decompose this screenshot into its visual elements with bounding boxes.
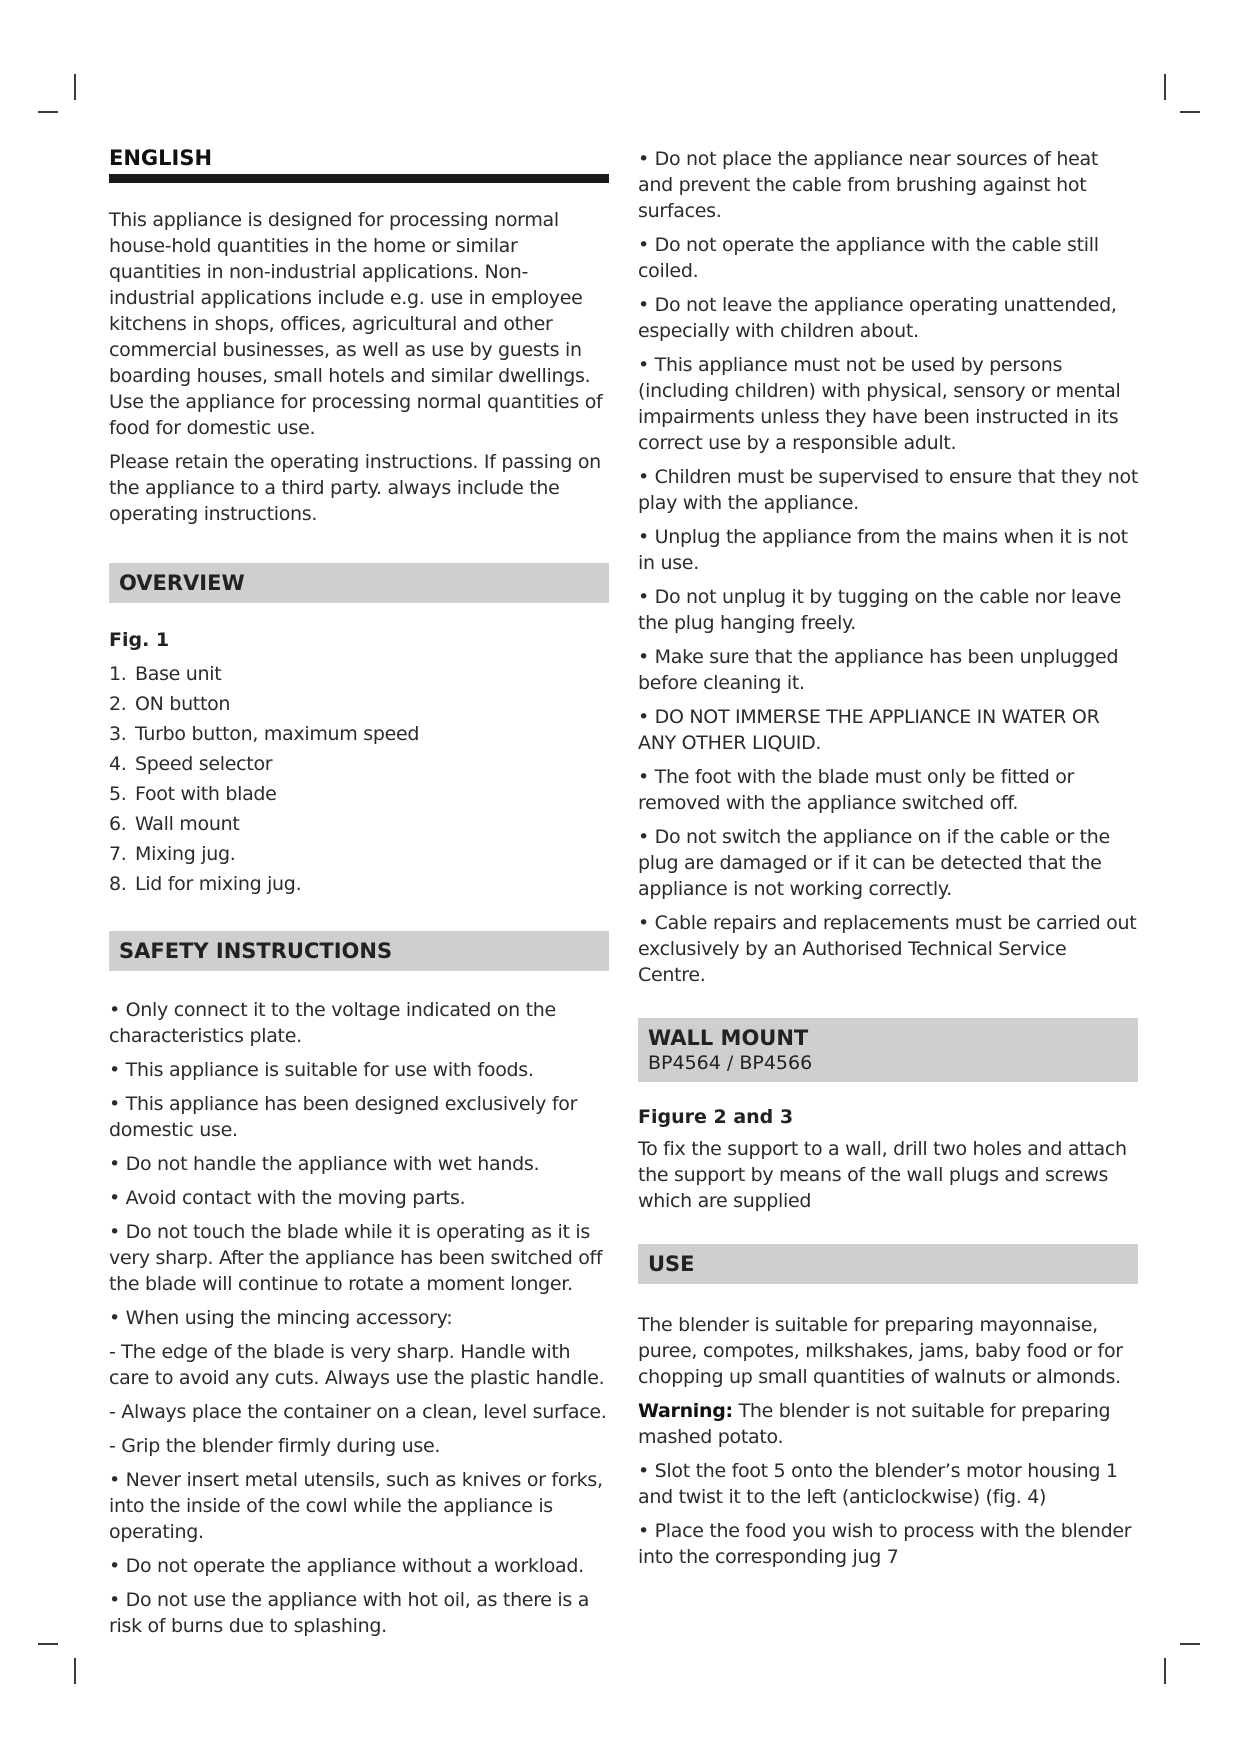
safety-item: • This appliance has been designed exclusively for domestic use.	[109, 1093, 578, 1141]
safety-item: • Only connect it to the voltage indicated on the characteristics plate.	[109, 999, 556, 1047]
part-item: 7. Mixing jug.	[109, 843, 236, 865]
part-item: 4. Speed selector	[109, 753, 273, 775]
safety-item: • Do not leave the appliance operating unattended, especially with children about.	[638, 294, 1117, 342]
right-column	[638, 146, 1138, 1570]
crop-mark-bottom-right-h	[1180, 1643, 1200, 1645]
intro-paragraph-1: This appliance is designed for processing normal house-hold quantities in the home or similar quantities in non-industrial applications. Non-industrial applications include e.g. use in employee kitchens in shops, offices, agricultural and other commercial businesses, as well as use by guests in boarding houses, small hotels and similar dwellings. Use the appliance for processing normal quantities of food for domestic use.	[109, 209, 603, 439]
safety-item: - The edge of the blade is very sharp. Handle with care to avoid any cuts. Always use the plastic handle.	[109, 1341, 605, 1389]
safety-item: • Avoid contact with the moving parts.	[109, 1187, 466, 1209]
part-item: 1. Base unit	[109, 663, 222, 685]
safety-item: • This appliance must not be used by persons (including children) with physical, sensory or mental impairments unless they have been instructed in its correct use by a responsible adult.	[638, 354, 1121, 454]
wall-mount-models: BP4564 / BP4566	[648, 1052, 813, 1074]
safety-item: • When using the mincing accessory:	[109, 1307, 453, 1329]
intro-paragraph-2: Please retain the operating instructions. If passing on the appliance to a third party. always include the operating instructions.	[109, 451, 601, 525]
safety-item: • Do not handle the appliance with wet hands.	[109, 1153, 540, 1175]
part-item: 6. Wall mount	[109, 813, 240, 835]
wall-mount-title: WALL MOUNT	[648, 1026, 809, 1050]
crop-mark-bottom-right-v	[1164, 1658, 1166, 1684]
figure-2-3-label: Figure 2 and 3	[638, 1106, 794, 1128]
safety-item: • Make sure that the appliance has been unplugged before cleaning it.	[638, 646, 1119, 694]
safety-item: • Do not switch the appliance on if the cable or the plug are damaged or if it can be detected that the appliance is not working correctly.	[638, 826, 1110, 900]
wall-mount-text: To fix the support to a wall, drill two holes and attach the support by means of the wall plugs and screws which are supplied	[638, 1138, 1127, 1212]
safety-item: • Unplug the appliance from the mains when it is not in use.	[638, 526, 1128, 574]
safety-item: • DO NOT IMMERSE THE APPLIANCE IN WATER OR ANY OTHER LIQUID.	[638, 706, 1100, 754]
part-item: 5. Foot with blade	[109, 783, 277, 805]
safety-item: • The foot with the blade must only be fitted or removed with the appliance switched off.	[638, 766, 1075, 814]
safety-item: • Do not operate the appliance without a workload.	[109, 1555, 584, 1577]
safety-item: • Do not unplug it by tugging on the cable nor leave the plug hanging freely.	[638, 586, 1121, 634]
use-step: • Place the food you wish to process with the blender into the corresponding jug 7	[638, 1520, 1132, 1568]
crop-mark-top-right-v	[1164, 74, 1166, 100]
use-step: • Slot the foot 5 onto the blender’s motor housing 1 and twist it to the left (anticlockwise) (fig. 4)	[638, 1460, 1118, 1508]
left-column	[109, 146, 609, 1639]
safety-item: - Always place the container on a clean, level surface.	[109, 1401, 607, 1423]
safety-item: • Do not operate the appliance with the cable still coiled.	[638, 234, 1099, 282]
crop-mark-top-left-v	[74, 74, 76, 100]
safety-item: • Children must be supervised to ensure that they not play with the appliance.	[638, 466, 1138, 514]
part-item: 3. Turbo button, maximum speed	[109, 723, 420, 745]
warning-text: The blender is not suitable for preparing mashed potato.	[638, 1400, 1111, 1448]
safety-item: • Do not use the appliance with hot oil, as there is a risk of burns due to splashing.	[109, 1589, 590, 1637]
warning-label: Warning:	[638, 1400, 733, 1422]
safety-item: • Do not touch the blade while it is operating as it is very sharp. After the appliance has been switched off the blade will continue to rotate a moment longer.	[109, 1221, 603, 1295]
use-heading: USE	[638, 1244, 1138, 1284]
safety-item: • Never insert metal utensils, such as knives or forks, into the inside of the cowl while the appliance is operating.	[109, 1469, 603, 1543]
fig-1-label: Fig. 1	[109, 629, 170, 651]
crop-mark-top-left-h	[38, 111, 58, 113]
use-intro: The blender is suitable for preparing mayonnaise, puree, compotes, milkshakes, jams, baby food or for chopping up small quantities of walnuts or almonds.	[638, 1314, 1123, 1388]
use-warning	[638, 1398, 1138, 1450]
overview-heading: OVERVIEW	[109, 563, 609, 603]
safety-list	[109, 997, 609, 1639]
safety-item: • Cable repairs and replacements must be carried out exclusively by an Authorised Technical Service Centre.	[638, 912, 1137, 986]
part-item: 2. ON button	[109, 693, 231, 715]
crop-mark-bottom-left-h	[38, 1643, 58, 1645]
crop-mark-top-right-h	[1180, 111, 1200, 113]
wall-mount-heading	[638, 1018, 1138, 1082]
safety-heading: SAFETY INSTRUCTIONS	[109, 931, 609, 971]
safety-item: • This appliance is suitable for use with foods.	[109, 1059, 534, 1081]
parts-list	[109, 659, 609, 899]
safety-item: • Do not place the appliance near sources of heat and prevent the cable from brushing against hot surfaces.	[638, 148, 1098, 222]
safety-item: - Grip the blender firmly during use.	[109, 1435, 441, 1457]
language-heading: ENGLISH	[109, 146, 609, 183]
part-item: 8. Lid for mixing jug.	[109, 873, 302, 895]
crop-mark-bottom-left-v	[74, 1658, 76, 1684]
